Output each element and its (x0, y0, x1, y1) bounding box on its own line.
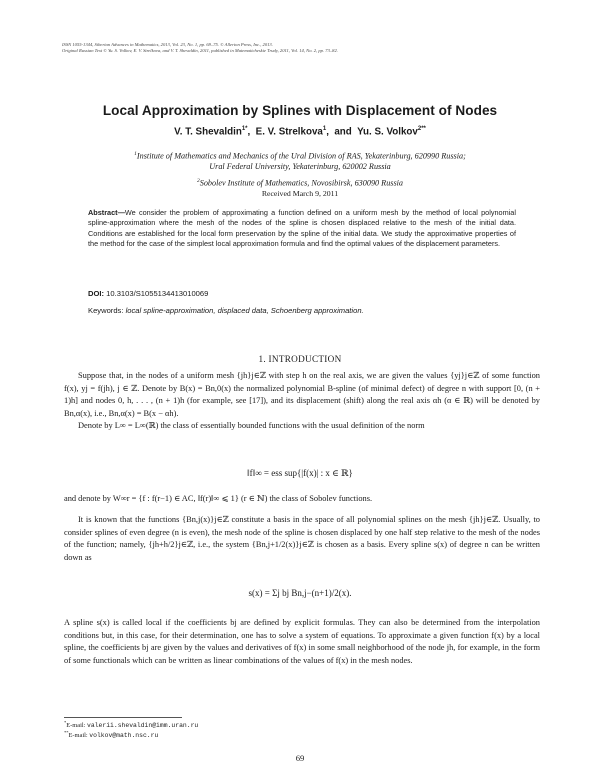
page-number: 69 (295, 753, 305, 763)
affiliation-2-mark: 2 (196, 178, 200, 184)
equation-norm: ‖f‖∞ = ess sup{|f(x)| : x ∈ ℝ} (247, 468, 353, 478)
keywords-label: Keywords: (88, 306, 124, 315)
footnote-1-email[interactable]: valerii.shevaldin@imm.uran.ru (87, 722, 199, 730)
running-header (62, 42, 542, 55)
doi-label: DOI: (88, 289, 105, 298)
affiliation-1-line-1: Institute of Mathematics and Mechanics of the Ural Division of RAS, Yekaterinburg, 620990 Russia; (136, 151, 466, 161)
footnote-2 (64, 730, 158, 739)
paragraph-3: and denote by W∞r = {f : f(r−1) ∈ AC, ‖f(r)‖∞ ⩽ 1} (r ∈ ℕ) the class of Sobolev functions. (64, 494, 373, 503)
paragraph-2: Denote by L∞ = L∞(ℝ) the class of essentially bounded functions with the usual definition of the norm (78, 421, 425, 431)
keywords-value: local spline-approximation, displaced data, Schoenberg approximation. (125, 306, 364, 315)
footnote-2-mark: ** (64, 730, 69, 735)
affiliation-1-mark: 1 (134, 151, 137, 157)
doi-link[interactable]: 10.3103/S1055134413010069 (106, 289, 209, 298)
doi (88, 289, 208, 298)
author-and: and (334, 126, 352, 138)
header-line-2: Original Russian Text © Yu. S. Volkov, E. V. Strelkova, and V. T. Shevaldin, 2011, published in Matematicheskie Trudy, 2011, Vol. 14, No. 2, pp. 73–82. (62, 48, 338, 54)
footnote-2-email[interactable]: volkov@math.nsc.ru (89, 732, 159, 740)
footnote-1-mark: * (64, 720, 67, 725)
footnote-2-label: E-mail: (68, 732, 88, 740)
paragraph-1: Suppose that, in the nodes of a uniform mesh {jh}j∈ℤ with step h on the real axis, we are given the values {yj}j∈ℤ of some function f(x), yj = f(jh), j ∈ ℤ. Denote by B(x) = Bn,0(x) the normalized polynomial B-spline (of minimal defect) of degree n with support [0, (n + 1)h] and nodes 0, h, . . . , (n + 1)h (for example, see [17]), and its displacement (shift) along the real axis αh (α ∈ ℝ) will be denoted by Bn,α(x), i.e., Bn,α(x) = B(x − αh). (64, 371, 540, 418)
abstract (88, 208, 516, 250)
received-date: Received March 9, 2011 (261, 189, 339, 198)
section-heading: 1. INTRODUCTION (258, 354, 342, 364)
keywords (88, 306, 528, 315)
author-1-mark: 1* (241, 126, 248, 132)
author-3: Yu. S. Volkov (357, 126, 418, 138)
affiliation-2 (60, 176, 540, 189)
footnote-1-label: E-mail: (66, 722, 86, 730)
paragraph-5-block (64, 617, 540, 667)
author-list: V. T. Shevaldin$^{1*}$, E. V. Strelkova$^1$, and Yu. S. Volkov$^{2**}$ (174, 126, 426, 138)
abstract-label: Abstract— (88, 208, 125, 217)
affiliation-2-line-1: Sobolev Institute of Mathematics, Novosibirsk, 630090 Russia (199, 178, 404, 188)
paragraph-3-block (64, 493, 540, 506)
author-2-mark: 1 (322, 126, 327, 132)
footnote-rule (64, 717, 182, 718)
abstract-text: We consider the problem of approximating a function defined on a uniform mesh by the method of local polynomial spline-approximation where the mesh of the nodes of the spline is chosen displaced relative to the mesh of the initial data. Conditions are established for the local form preservation by the spline of the initial data. We study the approximative properties of the method for the case of the simplest local approximation formula and find the optimal values of the displacement parameters. (88, 208, 516, 249)
header-line-1: ISSN 1055-1344, Siberian Advances in Mathematics, 2013, Vol. 23, No. 1, pp. 69–75. © Allerton Press, Inc., 2013. (62, 42, 273, 47)
footnote-1 (64, 720, 198, 729)
paragraph-4-block (64, 514, 540, 564)
paragraph-5: A spline s(x) is called local if the coefficients bj are defined by explicit formulas. They can also be determined from the interpolation conditions but, in this case, for their determination, one has to solve a system of equations. To approximate a given function f(x) by a local spline, the coefficients bj are given by the values and derivatives of f(x) in some small neighborhood of the node jh, for example, in the form of some functionals which can be written as linear combinations of the values of f(x) in the mesh nodes. (64, 618, 540, 665)
paper-title: Local Approximation by Splines with Displacement of Nodes (102, 103, 498, 118)
author-2: E. V. Strelkova (255, 126, 323, 138)
affiliation-1-line-2: Ural Federal University, Yekaterinburg, 620002 Russia (209, 162, 391, 172)
paragraph-1-block (64, 370, 540, 433)
paragraph-4: It is known that the functions {Bn,j(x)}j∈ℤ constitute a basis in the space of all polynomial splines on the mesh {jh}j∈ℤ. Usually, to consider splines of even degree (n is even), the mesh node of the spline is chosen displaced by one half step relative to the mesh of the nodes of the function; namely, {jh+h/2}j∈ℤ, i.e., the system {Bn,j+1/2(x)}j∈ℤ is chosen as a basis. Every spline s(x) of degree n can be written down as (64, 515, 540, 562)
equation-spline: s(x) = Σj bj Bn,j−(n+1)/2(x). (248, 588, 352, 598)
author-1: V. T. Shevaldin (174, 126, 242, 138)
author-3-mark: 2** (417, 126, 426, 132)
affiliation-1 (60, 149, 540, 173)
